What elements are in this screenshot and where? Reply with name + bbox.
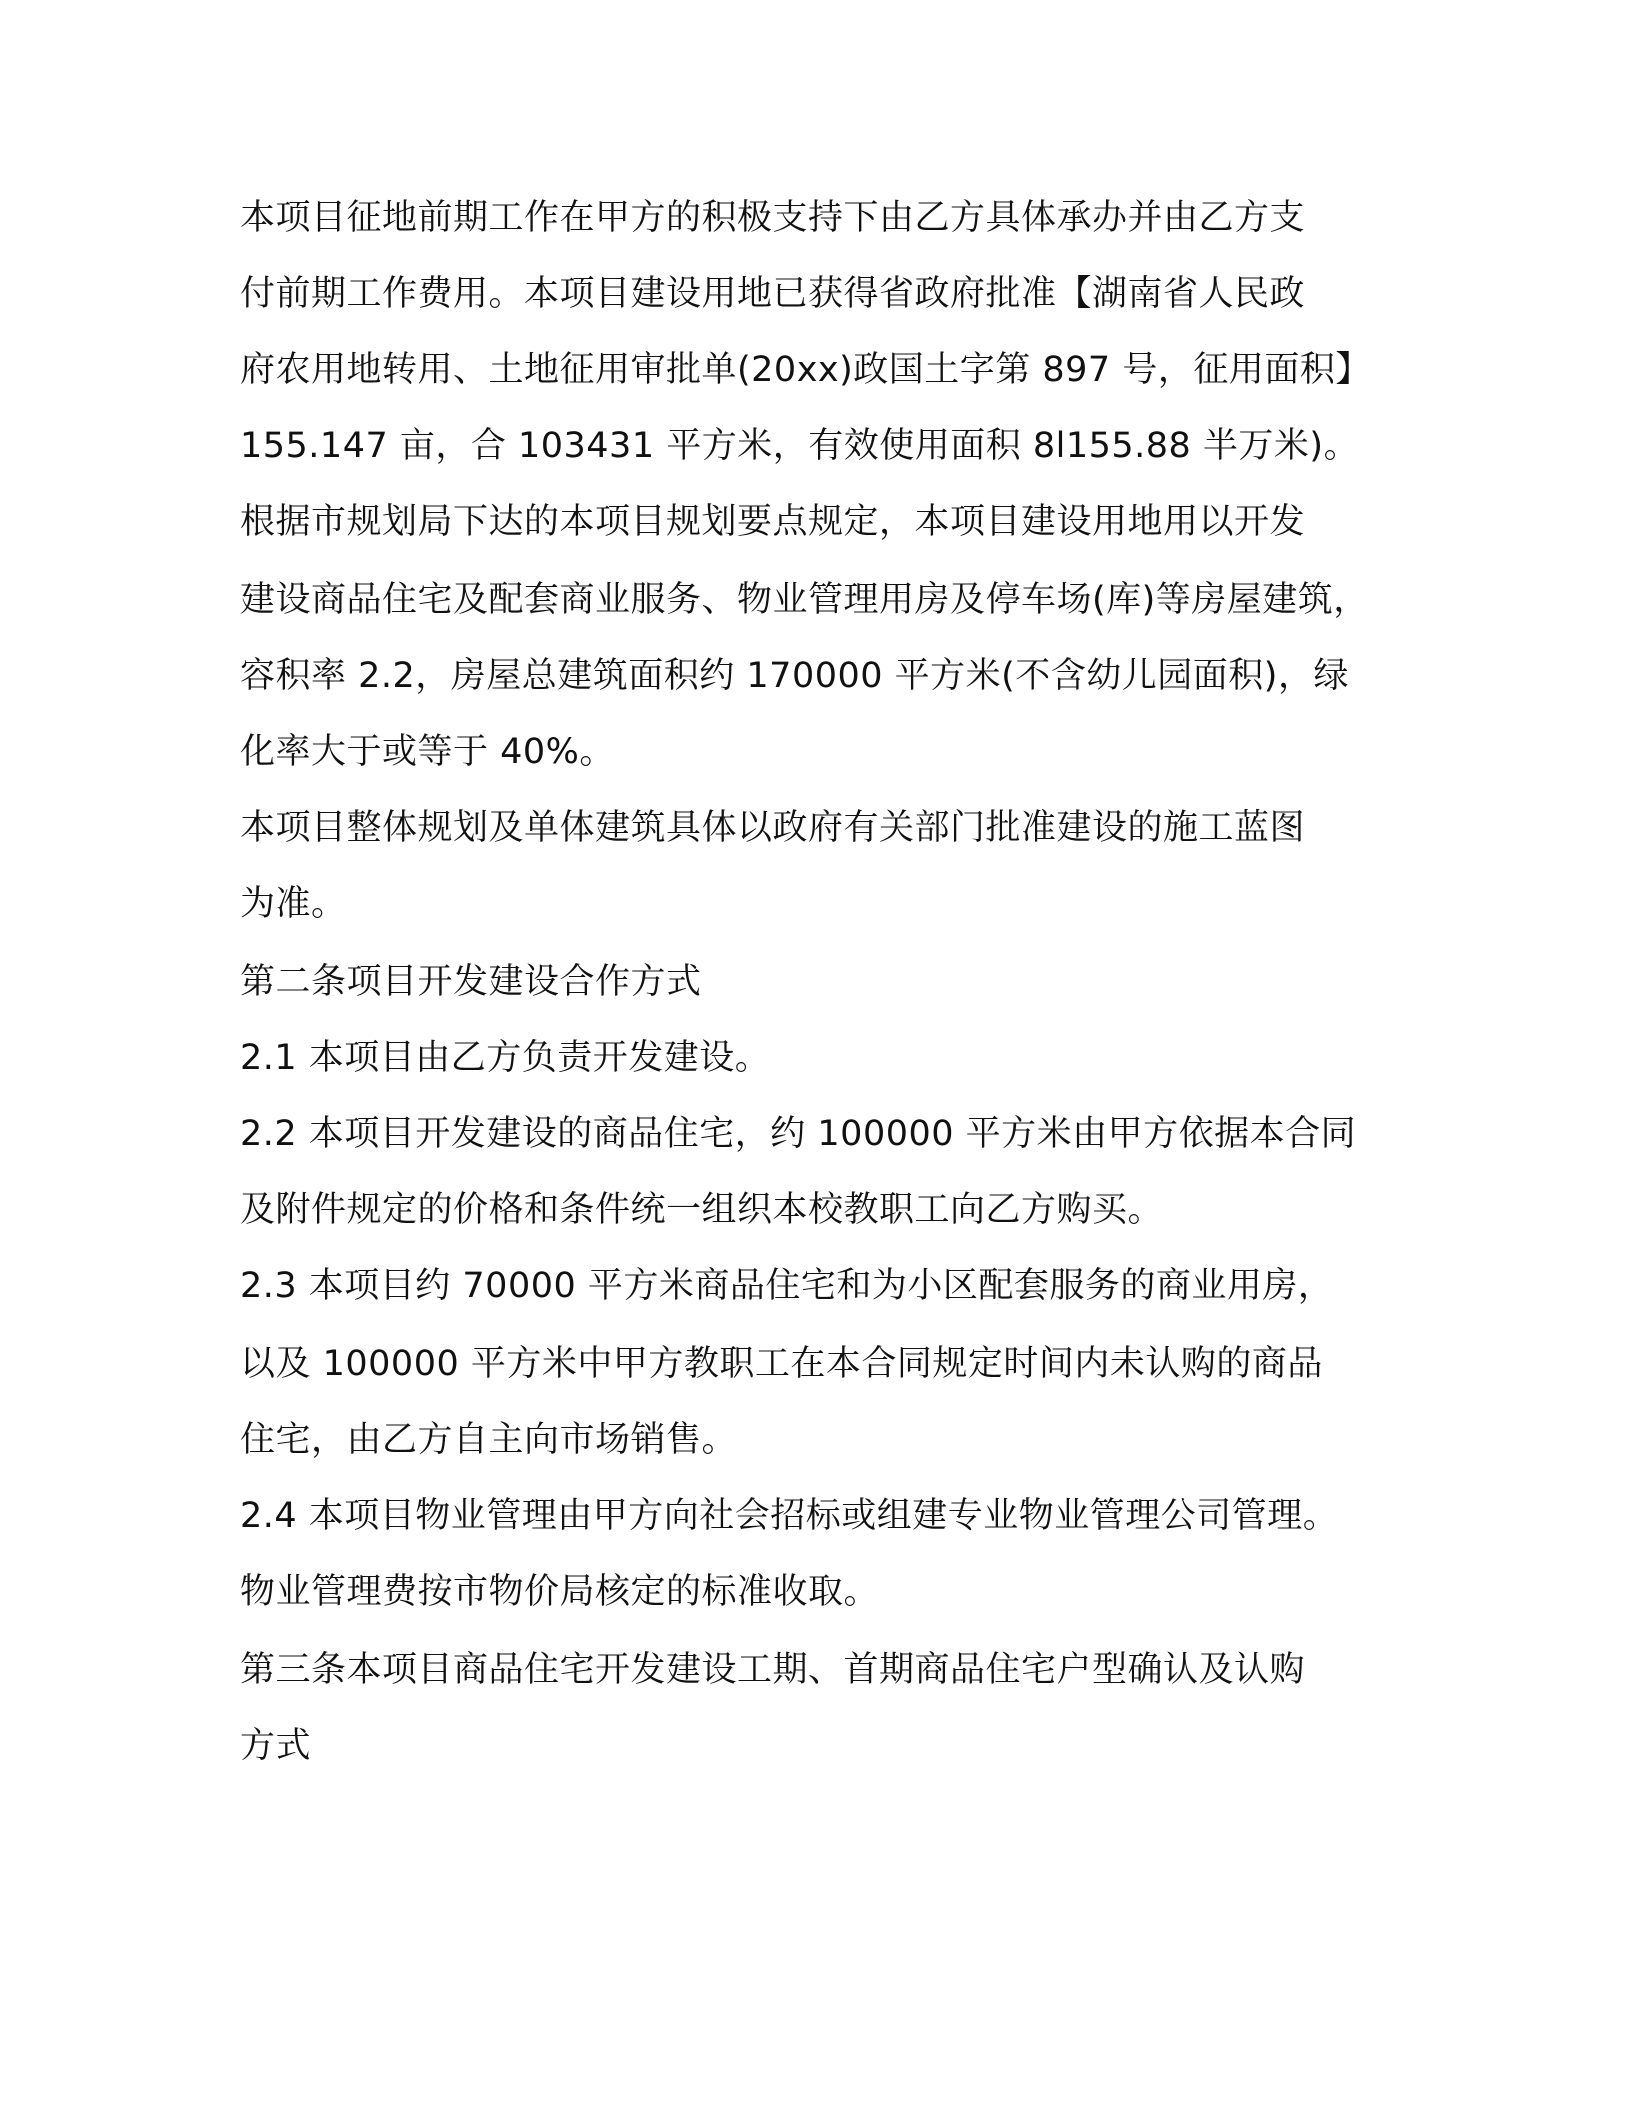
body-line: 根据市规划局下达的本项目规划要点规定，本项目建设用地用以开发 [240, 502, 1306, 542]
body-line: 付前期工作费用。本项目建设用地已获得省政府批准【湖南省人民政 [240, 274, 1306, 314]
clause-line: 物业管理费按市物价局核定的标准收取。 [240, 1572, 880, 1612]
body-line: 府农用地转用、土地征用审批单(20xx)政国土字第 897 号，征用面积】 [240, 350, 1371, 390]
body-line: 本项目征地前期工作在甲方的积极支持下由乙方具体承办并由乙方支 [240, 198, 1306, 238]
clause-line: 2.4 本项目物业管理由甲方向社会招标或组建专业物业管理公司管理。 [240, 1496, 1339, 1536]
body-line: 本项目整体规划及单体建筑具体以政府有关部门批准建设的施工蓝图 [240, 808, 1306, 848]
clause-line: 住宅，由乙方自主向市场销售。 [240, 1420, 738, 1460]
section-heading: 第二条项目开发建设合作方式 [240, 962, 702, 1002]
body-line: 155.147 亩，合 103431 平方米，有效使用面积 8l155.88 半万米)。 [240, 426, 1360, 466]
body-line: 为准。 [240, 884, 347, 924]
body-line: 容积率 2.2，房屋总建筑面积约 170000 平方米(不含幼儿园面积)，绿 [240, 656, 1349, 696]
clause-line: 2.3 本项目约 70000 平方米商品住宅和为小区配套服务的商业用房， [240, 1266, 1334, 1306]
clause-line: 以及 100000 平方米中甲方教职工在本合同规定时间内未认购的商品 [240, 1344, 1323, 1384]
body-line: 化率大于或等于 40%。 [240, 732, 615, 772]
section-heading: 第三条本项目商品住宅开发建设工期、首期商品住宅户型确认及认购 [240, 1650, 1306, 1690]
clause-line: 2.2 本项目开发建设的商品住宅，约 100000 平方米由甲方依据本合同 [240, 1114, 1357, 1154]
body-line: 建设商品住宅及配套商业服务、物业管理用房及停车场(库)等房屋建筑， [240, 580, 1369, 620]
clause-line: 2.1 本项目由乙方负责开发建设。 [240, 1038, 771, 1078]
section-heading: 方式 [240, 1726, 312, 1766]
clause-line: 及附件规定的价格和条件统一组织本校教职工向乙方购买。 [240, 1190, 1164, 1230]
